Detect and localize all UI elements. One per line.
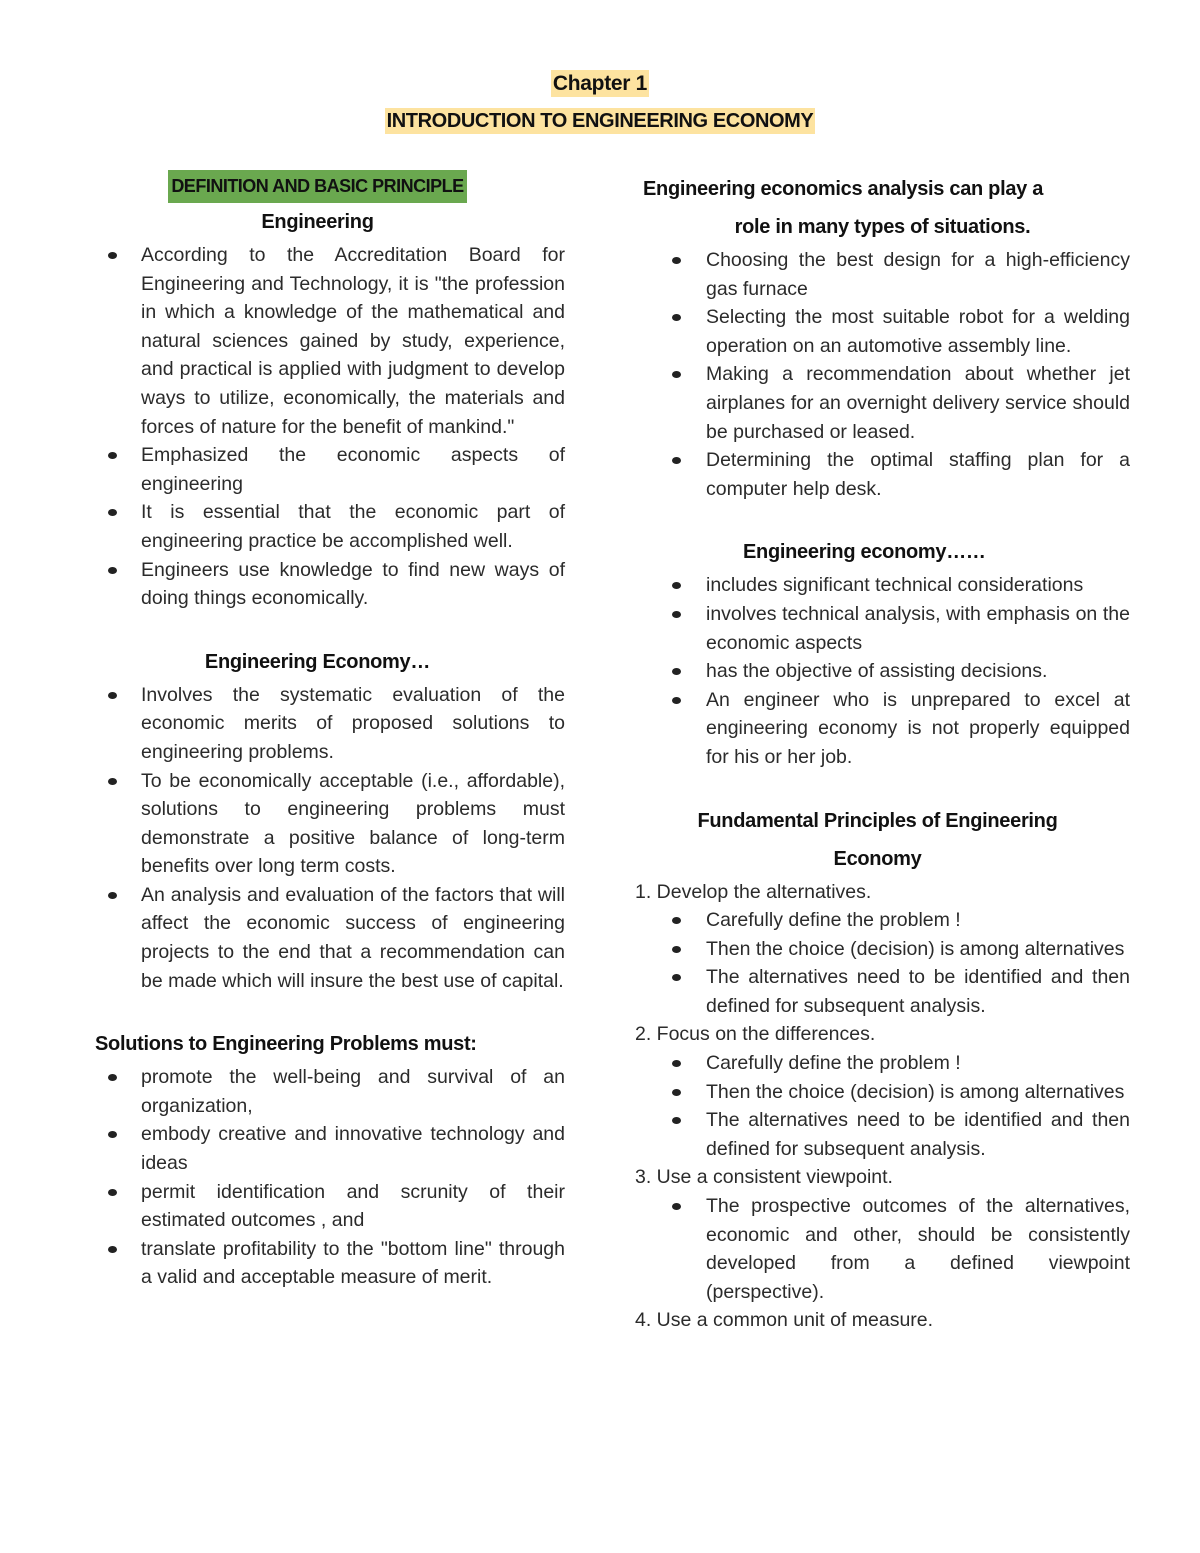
principle-3: 3. Use a consistent viewpoint. [635, 1166, 893, 1189]
principle-2: 2. Focus on the differences. [635, 1023, 876, 1046]
engineering-list [95, 241, 565, 613]
list-item: Carefully define the problem ! [635, 906, 1130, 935]
list-item: Choosing the best design for a high-efficiency gas furnace [635, 246, 1130, 303]
analysis-list [635, 246, 1130, 503]
list-item: Emphasized the economic aspects of engineering [95, 441, 565, 498]
principles-heading-line2: Economy [833, 847, 922, 870]
principle-3-list [635, 1192, 1130, 1306]
principle-1-list [635, 906, 1130, 1020]
chapter-label: Chapter 1 [552, 72, 648, 95]
principles-heading-line1: Fundamental Principles of Engineering [697, 809, 1058, 832]
list-item: Making a recommendation about whether jet airplanes for an overnight delivery service should be purchased or leased. [635, 360, 1130, 446]
economy2-heading: Engineering economy…… [743, 541, 986, 564]
list-item: translate profitability to the "bottom line" through a valid and acceptable measure of merit. [95, 1235, 565, 1292]
page-header [0, 72, 1200, 133]
list-item: According to the Accreditation Board for Engineering and Technology, it is "the profession in which a knowledge of the mathematical and natural sciences gained by study, experience, and practical is applied with judgment to develop ways to utilize, economically, the materials and forces of nature for the benefit of mankind." [95, 241, 565, 441]
list-item: The prospective outcomes of the alternatives, economic and other, should be consistently developed from a defined viewpoint (perspective). [635, 1192, 1130, 1306]
principle-1: 1. Develop the alternatives. [635, 880, 872, 903]
right-column [635, 170, 1130, 1335]
page-title: INTRODUCTION TO ENGINEERING ECONOMY [386, 110, 814, 132]
left-column [95, 170, 565, 1292]
list-item: permit identification and scrunity of their estimated outcomes , and [95, 1178, 565, 1235]
list-item: Selecting the most suitable robot for a welding operation on an automotive assembly line. [635, 303, 1130, 360]
list-item: has the objective of assisting decisions. [635, 657, 1130, 686]
list-item: Then the choice (decision) is among alternatives [635, 1078, 1130, 1107]
analysis-heading-line1: Engineering economics analysis can play a [643, 178, 1044, 200]
list-item: promote the well-being and survival of an organization, [95, 1063, 565, 1120]
list-item: To be economically acceptable (i.e., affordable), solutions to engineering problems must demonstrate a positive balance of long-term benefits over long term costs. [95, 767, 565, 881]
list-item: involves technical analysis, with emphasis on the economic aspects [635, 600, 1130, 657]
principle-2-list [635, 1049, 1130, 1163]
list-item: An engineer who is unprepared to excel at engineering economy is not properly equipped for his or her job. [635, 686, 1130, 772]
list-item: Engineers use knowledge to find new ways of doing things economically. [95, 556, 565, 613]
list-item: Determining the optimal staffing plan for a computer help desk. [635, 446, 1130, 503]
list-item: includes significant technical considerations [635, 571, 1130, 600]
list-item: It is essential that the economic part of engineering practice be accomplished well. [95, 498, 565, 555]
engineering-heading: Engineering [261, 211, 374, 233]
analysis-heading-line2: role in many types of situations. [734, 216, 1031, 238]
list-item: Carefully define the problem ! [635, 1049, 1130, 1078]
list-item: embody creative and innovative technology and ideas [95, 1120, 565, 1177]
economy2-list [635, 571, 1130, 771]
solutions-list [95, 1063, 565, 1292]
solutions-heading: Solutions to Engineering Problems must: [95, 1033, 477, 1056]
economy-heading: Engineering Economy… [204, 650, 431, 673]
list-item: The alternatives need to be identified and then defined for subsequent analysis. [635, 963, 1130, 1020]
list-item: Involves the systematic evaluation of the economic merits of proposed solutions to engineering problems. [95, 681, 565, 767]
list-item: The alternatives need to be identified and then defined for subsequent analysis. [635, 1106, 1130, 1163]
list-item: Then the choice (decision) is among alternatives [635, 935, 1130, 964]
economy-list [95, 681, 565, 996]
section-label: DEFINITION AND BASIC PRINCIPLE [168, 170, 466, 203]
list-item: An analysis and evaluation of the factors that will affect the economic success of engineering projects to the end that a recommendation can be made which will insure the best use of capital. [95, 881, 565, 995]
principle-4: 4. Use a common unit of measure. [635, 1309, 934, 1332]
